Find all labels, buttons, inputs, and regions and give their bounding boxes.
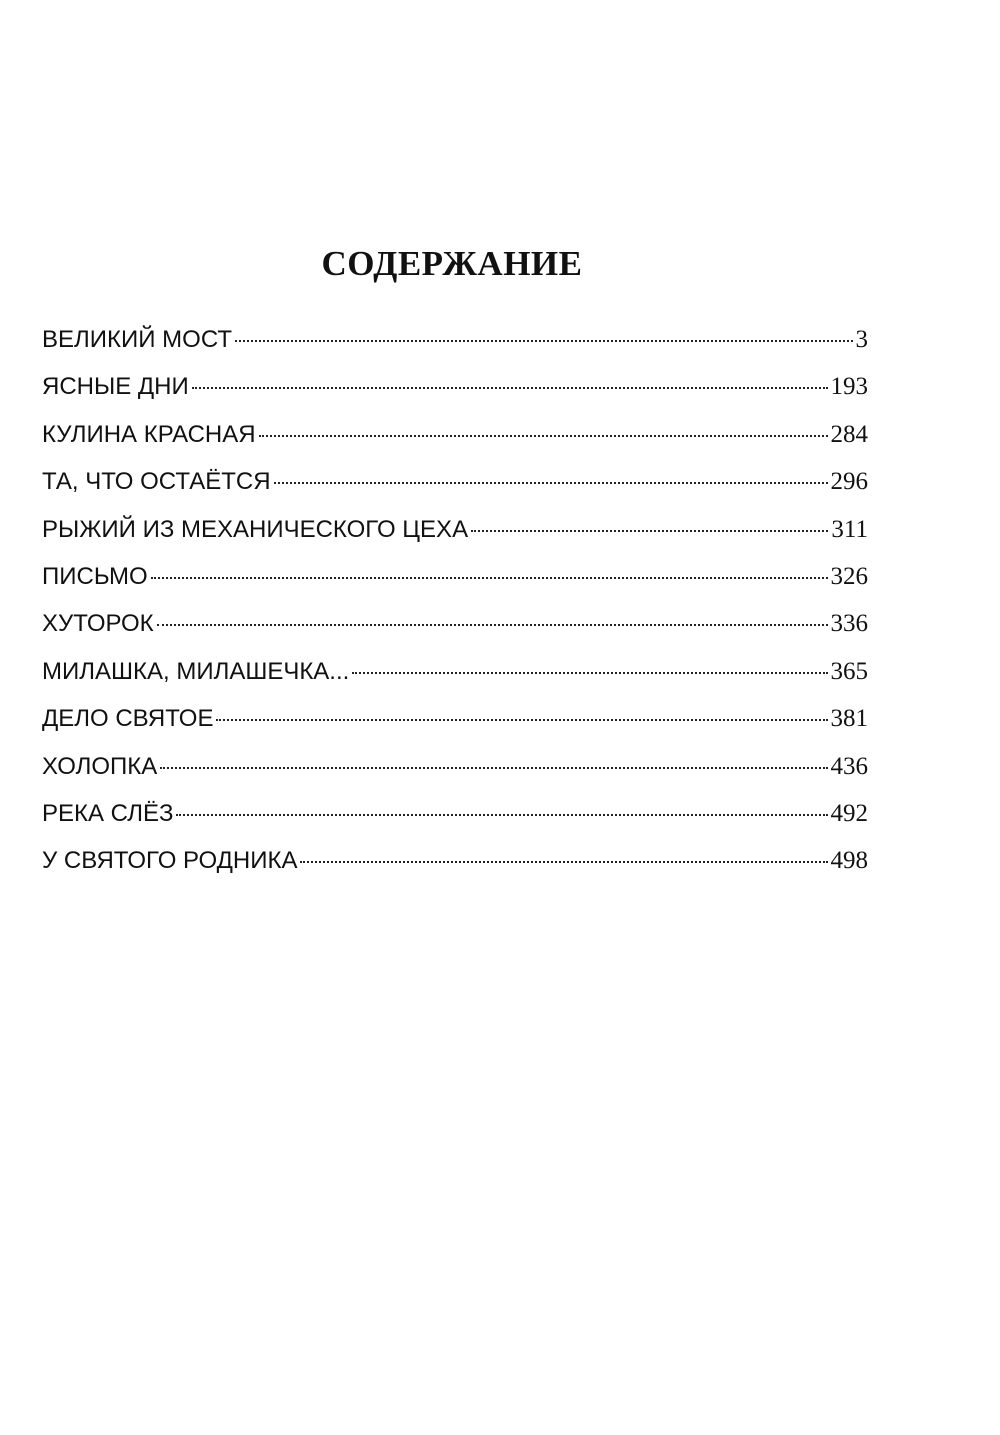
toc-entry	[42, 655, 868, 702]
dot-leader	[157, 624, 828, 626]
toc-page-number: 365	[830, 657, 868, 685]
toc-entry-title: КУЛИНА КРАСНАЯ	[42, 420, 256, 448]
table-of-contents	[42, 323, 868, 892]
dot-leader	[176, 814, 827, 816]
dot-leader	[160, 767, 827, 769]
toc-page-number: 492	[830, 799, 868, 827]
dot-leader	[300, 861, 827, 863]
dot-leader	[274, 482, 828, 484]
dot-leader	[259, 435, 828, 437]
toc-entry	[42, 844, 868, 891]
dot-leader	[352, 672, 827, 674]
toc-page-number: 498	[830, 847, 868, 875]
toc-entry-title: ТА, ЧТО ОСТАЁТСЯ	[42, 468, 271, 496]
dot-leader	[151, 577, 828, 579]
toc-entry-title: ПИСЬМО	[42, 562, 148, 590]
toc-entry	[42, 323, 868, 370]
toc-entry	[42, 418, 868, 465]
toc-entry	[42, 370, 868, 417]
toc-entry-title: РЕКА СЛЁЗ	[42, 799, 174, 827]
toc-entry-title: У СВЯТОГО РОДНИКА	[42, 847, 298, 875]
dot-leader	[192, 387, 828, 389]
toc-page-number: 193	[830, 373, 868, 401]
toc-entry	[42, 750, 868, 797]
toc-page-number: 436	[830, 752, 868, 780]
toc-entry	[42, 560, 868, 607]
toc-page-number: 381	[830, 705, 868, 733]
toc-page-number: 3	[855, 326, 868, 353]
dot-leader	[235, 340, 852, 342]
toc-page-number: 336	[830, 610, 868, 638]
toc-page-number: 326	[830, 562, 868, 590]
toc-page-number: 311	[831, 515, 868, 543]
toc-entry	[42, 465, 868, 512]
toc-entry	[42, 797, 868, 844]
toc-page-number: 296	[830, 468, 868, 496]
dot-leader	[216, 719, 827, 721]
toc-page-number: 284	[830, 420, 868, 448]
toc-entry-title: ЯСНЫЕ ДНИ	[42, 373, 189, 401]
toc-entry-title: ХУТОРОК	[42, 610, 154, 638]
dot-leader	[471, 530, 828, 532]
toc-entry-title: МИЛАШКА, МИЛАШЕЧКА...	[42, 657, 350, 685]
page-title: СОДЕРЖАНИЕ	[321, 244, 583, 283]
toc-entry-title: ДЕЛО СВЯТОЕ	[42, 705, 214, 733]
toc-entry-title: ВЕЛИКИЙ МОСТ	[42, 326, 233, 353]
toc-entry	[42, 702, 868, 749]
toc-entry-title: ХОЛОПКА	[42, 752, 158, 780]
toc-entry	[42, 607, 868, 654]
toc-entry	[42, 513, 868, 560]
toc-entry-title: РЫЖИЙ ИЗ МЕХАНИЧЕСКОГО ЦЕХА	[42, 515, 469, 543]
